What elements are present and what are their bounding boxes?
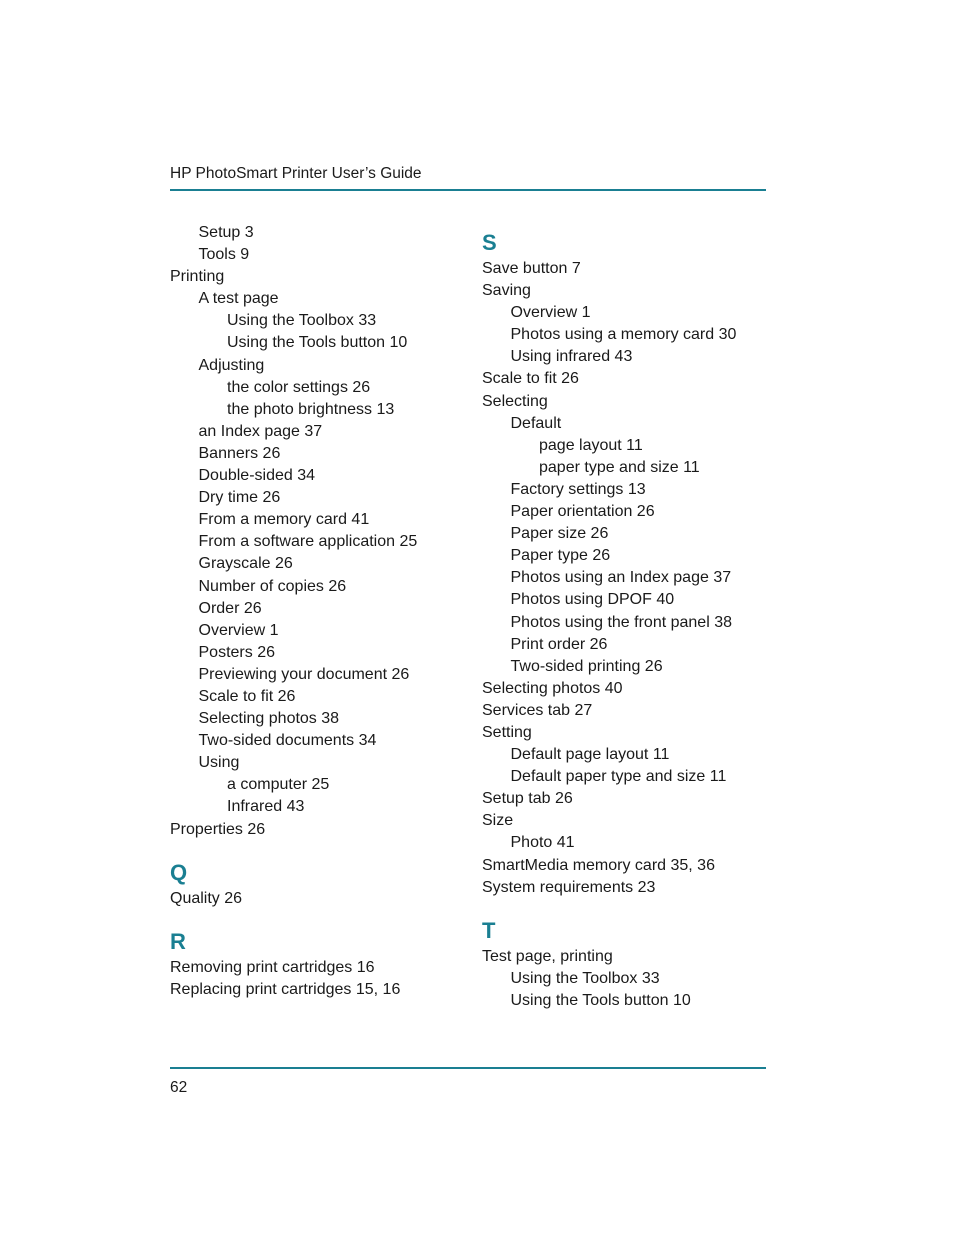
index-subentry: an Index page 37: [198, 422, 323, 440]
index-subentry: Two-sided printing 26: [510, 657, 663, 675]
index-entry: Selecting photos 40: [482, 679, 623, 697]
index-subentry: Default page layout 11: [510, 746, 670, 764]
index-subentry: Using the Tools button 10: [227, 334, 408, 352]
index-subentry: Using the Toolbox 33: [227, 312, 377, 330]
index-subentry: the color settings 26: [227, 378, 371, 396]
index-subentry: A test page: [198, 290, 279, 308]
header-rule: [170, 189, 766, 191]
index-subentry: Paper size 26: [510, 525, 609, 543]
page-number: 62: [170, 1079, 188, 1096]
index-subentry: Scale to fit 26: [198, 687, 296, 705]
index-entry: System requirements 23: [482, 878, 656, 896]
index-subentry: Photos using the front panel 38: [510, 613, 732, 631]
index-subentry: From a memory card 41: [198, 511, 370, 529]
index-column-left: [170, 222, 460, 1001]
index-section-letter: R: [170, 928, 186, 954]
section-gap: [170, 841, 460, 852]
index-subentry: Tools 9: [198, 246, 250, 264]
index-entry: Removing print cartridges 16: [170, 958, 375, 976]
index-subentry: Default: [510, 414, 562, 432]
index-entry: SmartMedia memory card 35, 36: [482, 856, 715, 874]
running-header: HP PhotoSmart Printer User’s Guide: [170, 165, 422, 182]
index-subentry: Banners 26: [198, 444, 281, 462]
index-subentry: Default paper type and size 11: [510, 768, 727, 786]
index-entry: Saving: [482, 282, 531, 300]
index-subentry: Adjusting: [198, 356, 265, 374]
index-subentry: Using the Tools button 10: [510, 991, 691, 1009]
index-subentry: Photos using DPOF 40: [510, 591, 675, 609]
index-subentry: Using: [198, 754, 240, 772]
index-subentry: Selecting photos 38: [198, 710, 340, 728]
index-subentry: Using infrared 43: [510, 348, 633, 366]
index-subentry: Factory settings 13: [510, 480, 646, 498]
index-subentry: Double-sided 34: [198, 467, 316, 485]
index-subentry: Grayscale 26: [198, 555, 293, 573]
index-entry: Quality 26: [170, 889, 243, 907]
section-gap: [482, 899, 782, 910]
index-subentry: Posters 26: [198, 643, 275, 661]
index-column-right: [482, 222, 782, 1012]
index-subentry: Previewing your document 26: [198, 665, 410, 683]
index-subentry: Using the Toolbox 33: [510, 969, 660, 987]
index-subentry: Dry time 26: [198, 489, 281, 507]
index-entry: Properties 26: [170, 820, 266, 838]
index-entry: Services tab 27: [482, 701, 593, 719]
index-subentry: Overview 1: [198, 621, 279, 639]
index-entry: Printing: [170, 268, 225, 286]
index-entry: Selecting: [482, 392, 548, 410]
index-entry: Replacing print cartridges 15, 16: [170, 980, 401, 998]
index-subentry: From a software application 25: [198, 533, 418, 551]
index-section-letter: T: [482, 917, 496, 943]
index-subentry: Setup 3: [198, 224, 254, 241]
index-subentry: Photo 41: [510, 834, 575, 852]
index-subentry: Photos using an Index page 37: [510, 569, 732, 587]
index-subentry: Print order 26: [510, 635, 608, 653]
index-subentry: Paper type 26: [510, 547, 611, 565]
index-subentry: Overview 1: [510, 304, 591, 322]
index-subentry: page layout 11: [539, 436, 643, 454]
index-section-letter: S: [482, 230, 497, 255]
index-entry: Scale to fit 26: [482, 370, 579, 388]
index-subentry: Number of copies 26: [198, 577, 347, 595]
index-subentry: Paper orientation 26: [510, 503, 655, 521]
index-subentry: Photos using a memory card 30: [510, 326, 737, 344]
index-subentry: a computer 25: [227, 776, 330, 794]
index-subentry: the photo brightness 13: [227, 400, 395, 418]
index-subentry: Order 26: [198, 599, 262, 617]
index-entry: Setting: [482, 723, 532, 741]
index-entry: Size: [482, 812, 514, 830]
index-subentry: Infrared 43: [227, 798, 305, 816]
index-subentry: paper type and size 11: [539, 458, 700, 476]
section-gap: [170, 910, 460, 921]
index-entry: Setup tab 26: [482, 790, 573, 808]
index-entry: Save button 7: [482, 260, 581, 277]
footer-rule: [170, 1067, 766, 1069]
index-section-letter: Q: [170, 859, 188, 885]
index-subentry: Two-sided documents 34: [198, 732, 377, 750]
index-entry: Test page, printing: [482, 947, 613, 965]
